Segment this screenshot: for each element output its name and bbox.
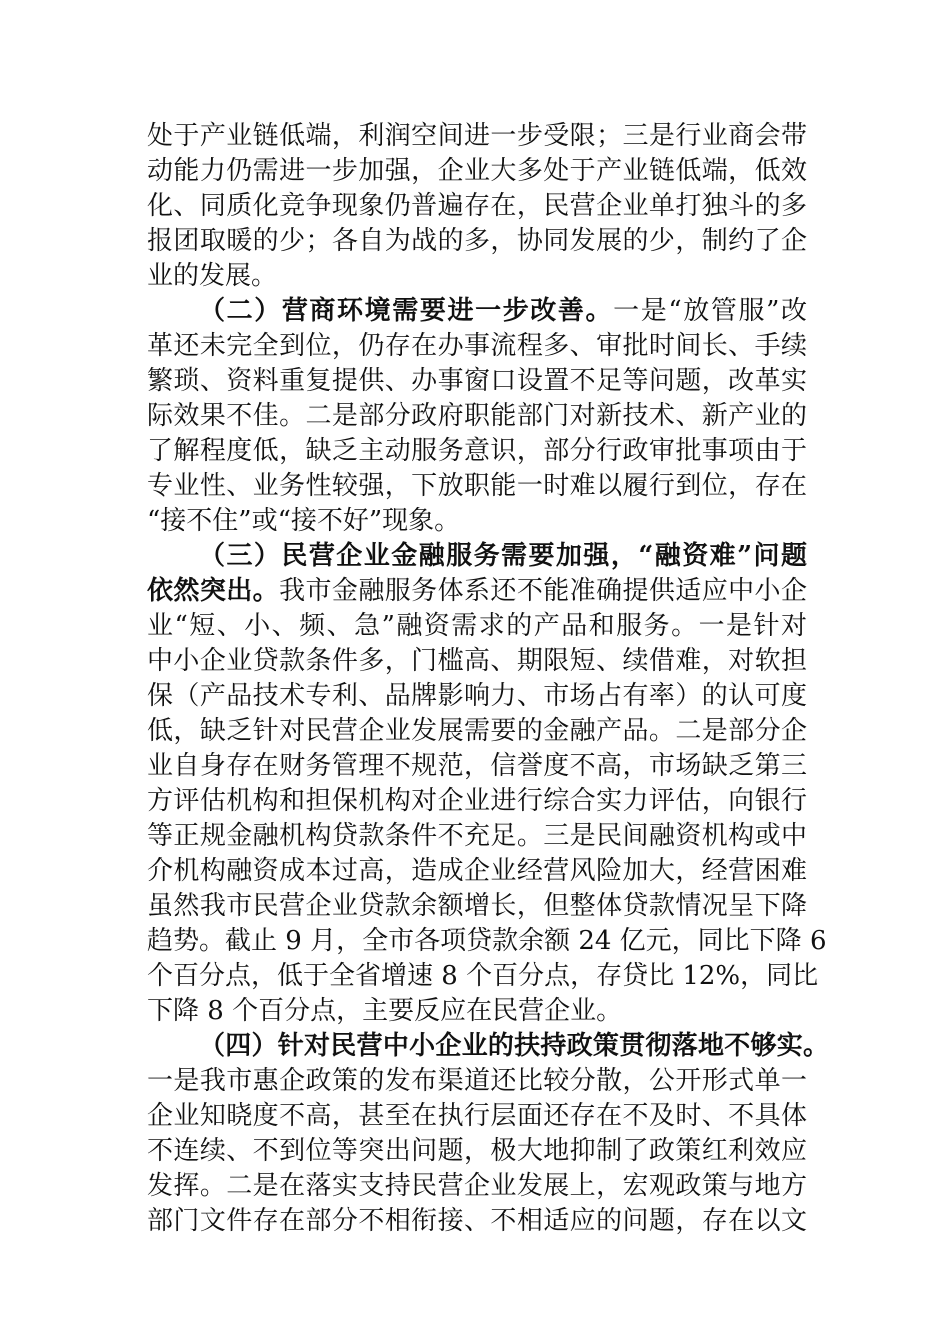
text-line: 发挥。二是在落实支持民营企业发展上，宏观政策与地方 <box>147 1171 807 1201</box>
text-line: 中小企业贷款条件多，门槛高、期限短、续借难，对软担 <box>147 646 807 676</box>
text-line: 报团取暖的少；各自为战的多，协同发展的少，制约了企 <box>147 226 807 256</box>
text-line: 等正规金融机构贷款条件不充足。三是民间融资机构或中 <box>147 821 807 851</box>
text-line: 下降 8 个百分点，主要反应在民营企业。 <box>147 996 623 1026</box>
text-line: 虽然我市民营企业贷款余额增长，但整体贷款情况呈下降 <box>147 891 807 921</box>
text-line: 际效果不佳。二是部分政府职能部门对新技术、新产业的 <box>147 401 807 431</box>
text-line: 企业知晓度不高，甚至在执行层面还存在不及时、不具体 <box>147 1101 807 1131</box>
section-heading-line: （二）营商环境需要进一步改善。一是“放管服”改 <box>199 296 807 326</box>
text-line: 业自身存在财务管理不规范，信誉度不高，市场缺乏第三 <box>147 751 807 781</box>
section-heading-4: （四）针对民营中小企业的扶持政策贯彻落地不够实。 <box>199 1031 829 1061</box>
text-line: 部门文件存在部分不相衔接、不相适应的问题，存在以文 <box>147 1206 807 1236</box>
text-line: 业的发展。 <box>147 261 278 291</box>
text-line: 革还未完全到位，仍存在办事流程多、审批时间长、手续 <box>147 331 807 361</box>
text-line: 方评估机构和担保机构对企业进行综合实力评估，向银行 <box>147 786 807 816</box>
text-line: 低，缺乏针对民营企业发展需要的金融产品。二是部分企 <box>147 716 807 746</box>
text-line: 介机构融资成本过高，造成企业经营风险加大，经营困难 <box>147 856 807 886</box>
section-heading-2: （二）营商环境需要进一步改善。 <box>199 296 614 326</box>
text-line: 化、同质化竞争现象仍普遍存在，民营企业单打独斗的多 <box>147 191 807 221</box>
text-line: 趋势。截止 9 月，全市各项贷款余额 24 亿元，同比下降 6 <box>147 926 827 956</box>
section-heading-3: （三）民营企业金融服务需要加强，“融资难”问题 <box>199 541 807 571</box>
text-line: 繁琐、资料重复提供、办事窗口设置不足等问题，改革实 <box>147 366 807 396</box>
text-line: 业“短、小、频、急”融资需求的产品和服务。一是针对 <box>147 611 807 641</box>
text-line: 处于产业链低端，利润空间进一步受限；三是行业商会带 <box>147 121 807 151</box>
text-line: 专业性、业务性较强，下放职能一时难以履行到位，存在 <box>147 471 807 501</box>
text-line: “接不住”或“接不好”现象。 <box>147 506 461 536</box>
section-heading-line: 依然突出。我市金融服务体系还不能准确提供适应中小企 <box>147 576 807 606</box>
text-line: 一是我市惠企政策的发布渠道还比较分散，公开形式单一 <box>147 1066 807 1096</box>
text-line: 保（产品技术专利、品牌影响力、市场占有率）的认可度 <box>147 681 807 711</box>
text-line: 了解程度低，缺乏主动服务意识，部分行政审批事项由于 <box>147 436 807 466</box>
text-line: 动能力仍需进一步加强，企业大多处于产业链低端，低效 <box>147 156 807 186</box>
text-line: 不连续、不到位等突出问题，极大地抑制了政策红利效应 <box>147 1136 807 1166</box>
text-line: 个百分点，低于全省增速 8 个百分点，存贷比 12%，同比 <box>147 961 819 991</box>
